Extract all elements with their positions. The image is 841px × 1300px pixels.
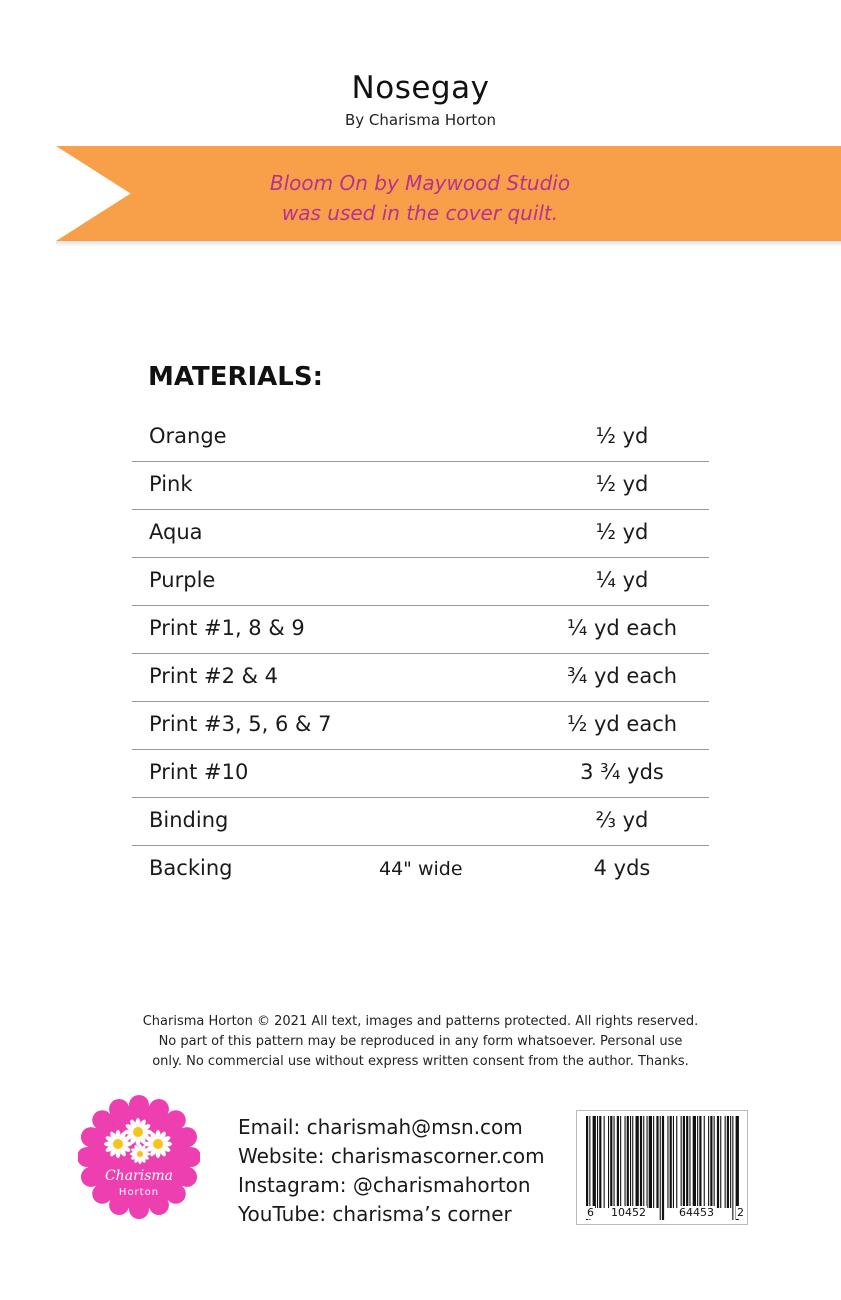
banner-line-1: Bloom On by Maywood Studio — [269, 171, 571, 195]
barcode-group-2: 64453 — [679, 1206, 714, 1219]
material-item: Binding — [149, 808, 229, 832]
material-quantity: ½ yd — [595, 520, 649, 544]
material-item: Print #3, 5, 6 & 7 — [149, 712, 332, 736]
barcode-digit-last: 2 — [737, 1206, 744, 1219]
material-item: Print #2 & 4 — [149, 664, 279, 688]
author-byline: By Charisma Horton — [344, 111, 497, 129]
banner-shadow — [56, 241, 841, 247]
copyright-line-3: only. No commercial use without express written consent from the author. Thanks. — [152, 1054, 689, 1069]
table-row — [132, 702, 709, 750]
copyright-line-2: No part of this pattern may be reproduced in any form whatsoever. Personal use — [158, 1034, 683, 1049]
page-title: Nosegay — [351, 70, 490, 106]
material-quantity: ¾ yd each — [566, 664, 678, 688]
materials-heading: MATERIALS: — [148, 362, 323, 392]
table-row — [132, 750, 709, 798]
barcode-digit-first: 6 — [587, 1206, 594, 1219]
material-quantity: ½ yd — [595, 424, 649, 448]
material-item: Purple — [149, 568, 216, 592]
material-item: Backing — [149, 856, 233, 880]
material-quantity: ½ yd each — [566, 712, 678, 736]
material-quantity: 4 yds — [593, 856, 651, 880]
material-width: 44" wide — [379, 858, 463, 880]
contact-info — [238, 1113, 545, 1229]
material-item: Pink — [149, 472, 193, 496]
barcode-digits — [586, 1206, 748, 1222]
logo-name-line-1: Charisma — [104, 1168, 174, 1184]
copyright-line-1: Charisma Horton © 2021 All text, images and patterns protected. All rights reserved. — [142, 1014, 699, 1029]
material-quantity: 3 ¾ yds — [580, 760, 664, 784]
material-quantity: ½ yd — [595, 472, 649, 496]
material-item: Aqua — [149, 520, 203, 544]
contact-instagram[interactable]: Instagram: @charismahorton — [238, 1173, 531, 1197]
material-item: Print #10 — [149, 760, 249, 784]
material-quantity: ¼ yd each — [566, 616, 678, 640]
table-row — [132, 846, 709, 893]
table-row — [132, 462, 709, 510]
barcode-group-1: 10452 — [611, 1206, 646, 1219]
contact-youtube[interactable]: YouTube: charisma’s corner — [238, 1202, 512, 1226]
table-row — [132, 510, 709, 558]
material-item: Print #1, 8 & 9 — [149, 616, 305, 640]
copyright-notice — [100, 1012, 741, 1072]
table-row — [132, 414, 709, 462]
charisma-horton-logo — [78, 1092, 200, 1222]
banner-text — [200, 168, 640, 228]
logo-name-line-2: Horton — [118, 1187, 160, 1198]
material-quantity: ⅔ yd — [595, 808, 649, 832]
materials-table — [132, 414, 709, 893]
material-quantity: ¼ yd — [595, 568, 649, 592]
banner-line-2: was used in the cover quilt. — [281, 201, 559, 225]
contact-email[interactable]: Email: charismah@msn.com — [238, 1115, 523, 1139]
material-item: Orange — [149, 424, 227, 448]
table-row — [132, 558, 709, 606]
contact-website[interactable]: Website: charismascorner.com — [238, 1144, 545, 1168]
table-row — [132, 606, 709, 654]
table-row — [132, 654, 709, 702]
table-row — [132, 798, 709, 846]
